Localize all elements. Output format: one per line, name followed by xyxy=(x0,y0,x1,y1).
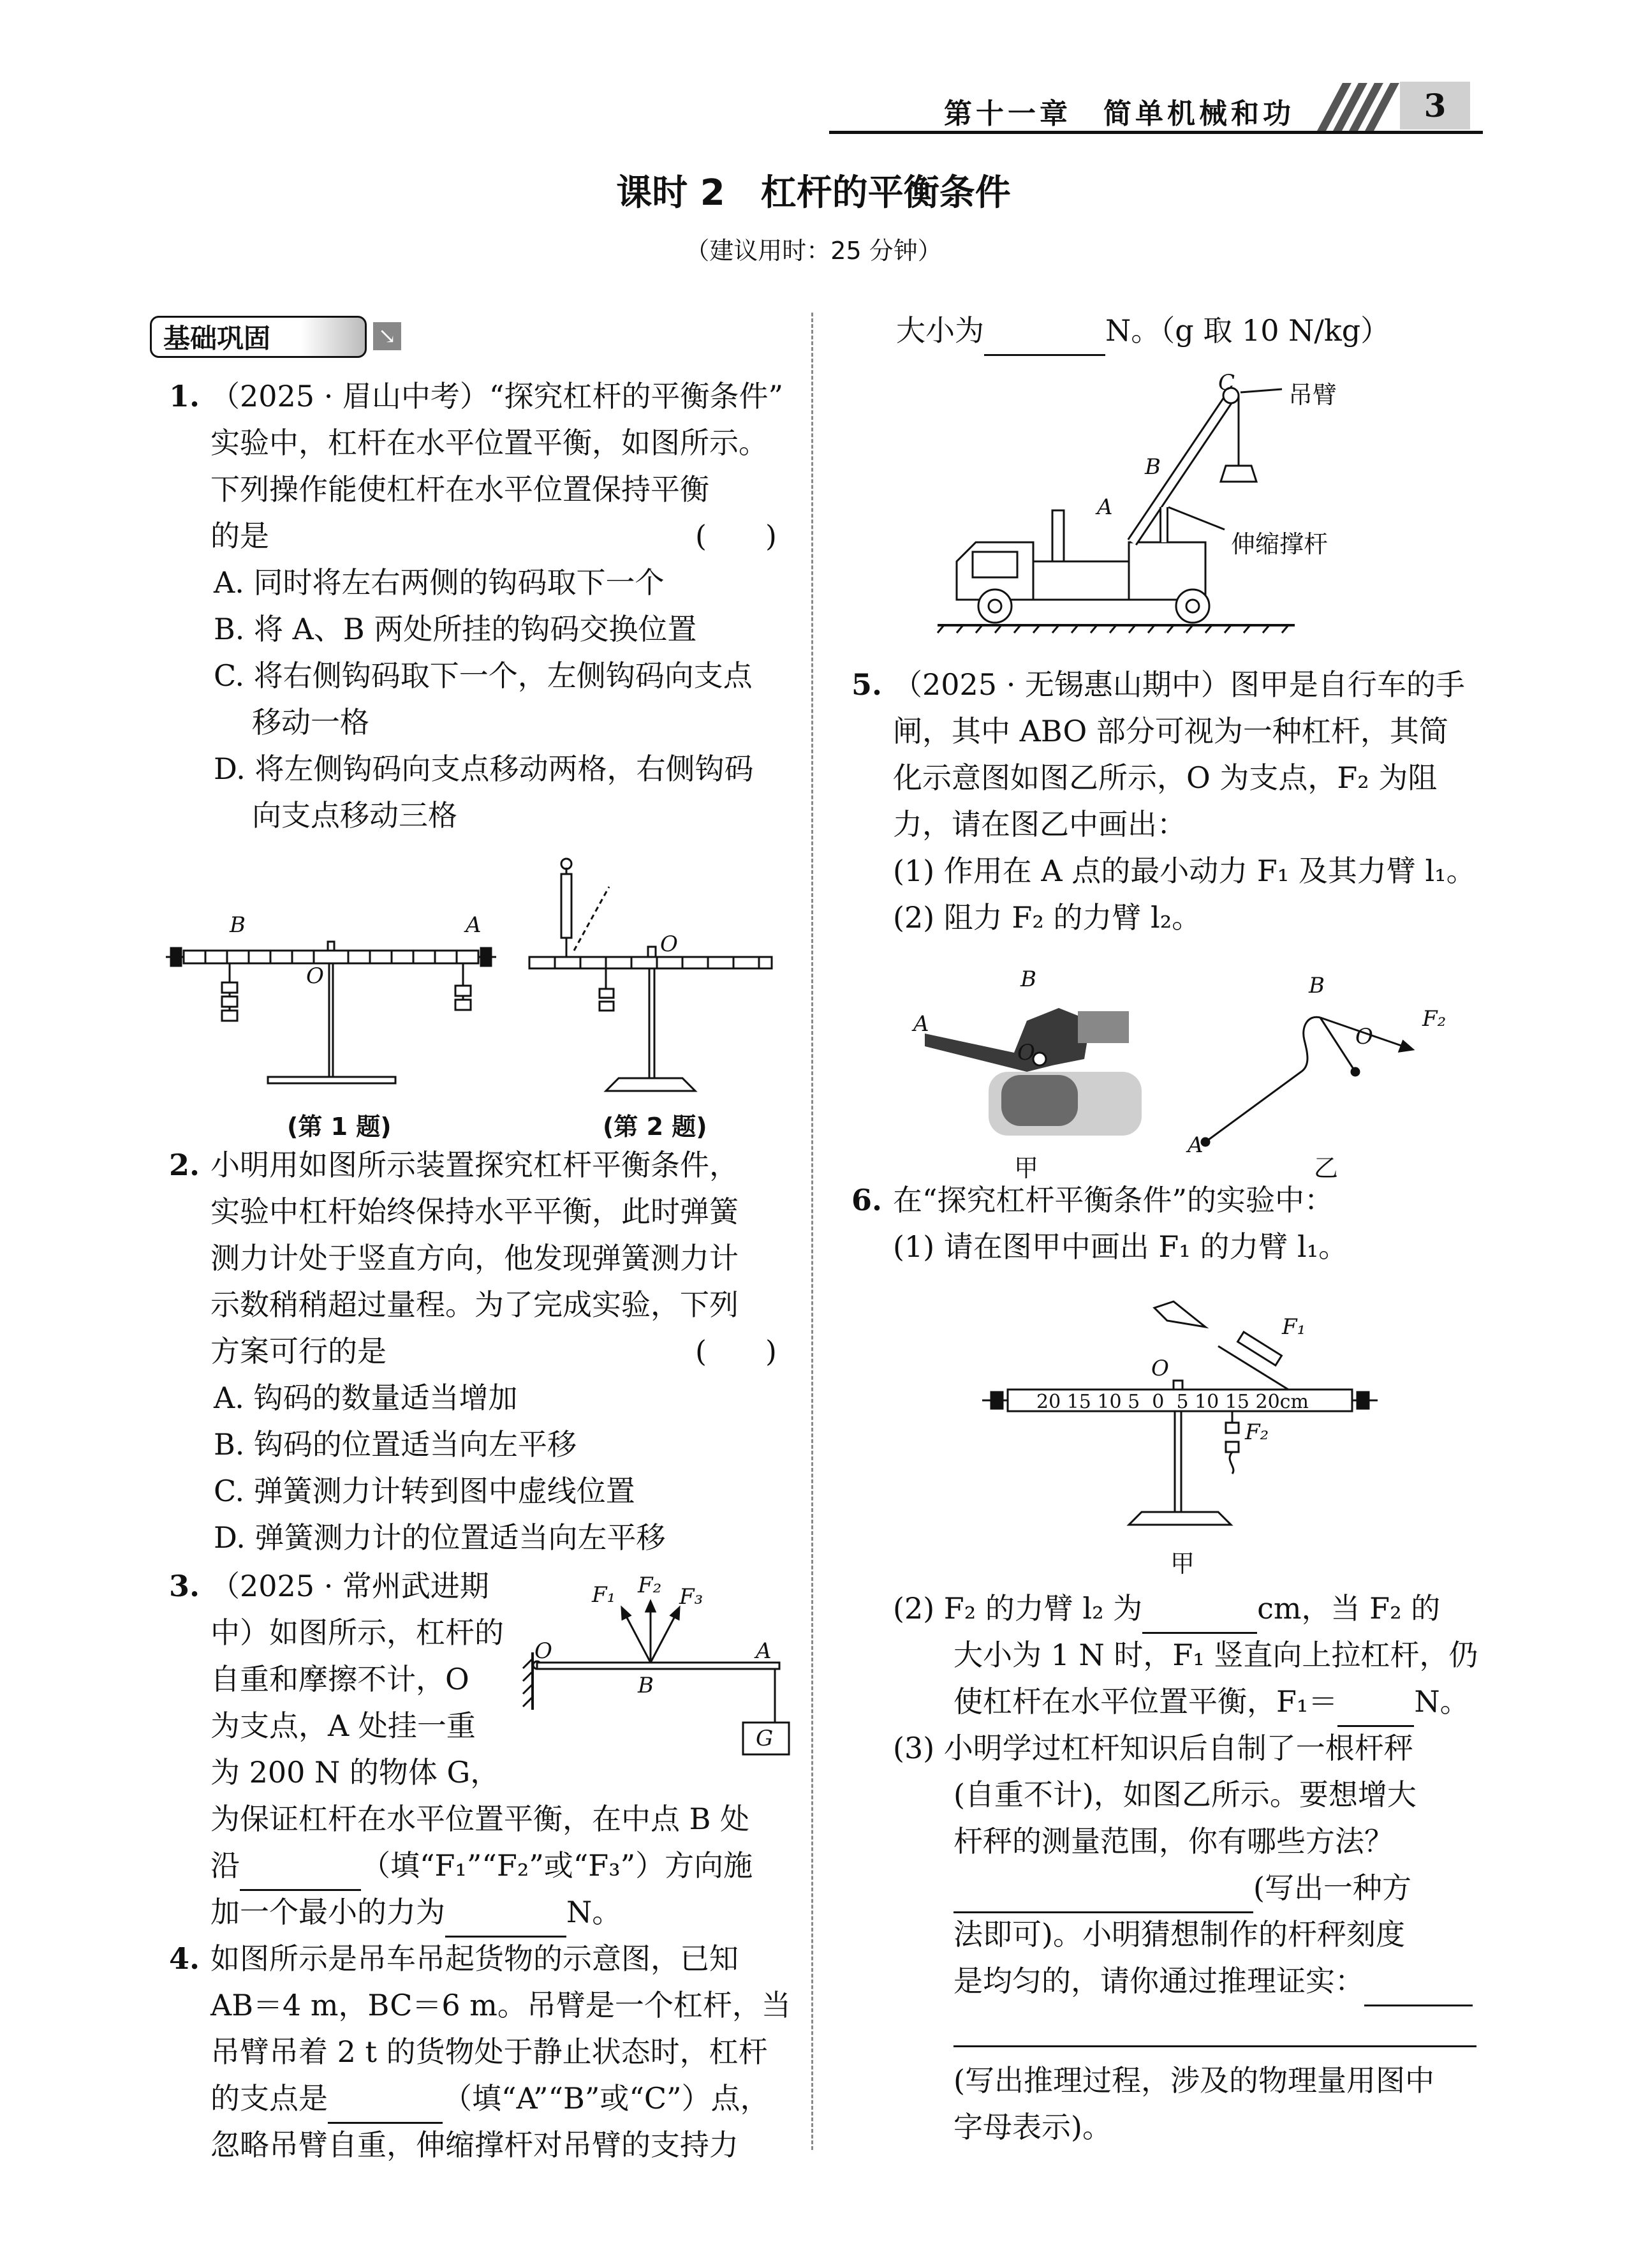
q3-stem-line: 为保证杠杆在水平位置平衡，在中点 B 处 xyxy=(210,1802,750,1836)
figure-caption: 乙 xyxy=(1314,1154,1339,1182)
section-badge: 基础巩固 xyxy=(150,316,367,358)
text: （填“A”“B”或“C”）点， xyxy=(443,2081,770,2116)
suggested-time: （建议用时：25 分钟） xyxy=(685,237,942,265)
q4-stem-line: 吊臂吊着 2 t 的货物处于静止状态时，杠杆 xyxy=(210,2035,768,2069)
q1-option-b: B. 将 A、B 两处所挂的钩码交换位置 xyxy=(214,612,697,646)
label-f2: F₂ xyxy=(1245,1419,1269,1445)
figure-crane xyxy=(938,370,1371,638)
text: cm，当 F₂ 的 xyxy=(1257,1591,1441,1626)
label-o: O xyxy=(1151,1356,1169,1381)
q6-sub-3-cont: 杆秤的测量范围，你有哪些方法？ xyxy=(953,1824,1394,1858)
answer-line[interactable] xyxy=(953,2045,1476,2047)
text: （填“F₁”“F₂”或“F₃”）方向施 xyxy=(361,1848,753,1883)
q5-stem-line: 力，请在图乙中画出： xyxy=(893,807,1186,841)
label-a: A xyxy=(466,912,482,938)
q4-stem-line xyxy=(210,2075,770,2124)
text: N。（g 取 10 N/kg） xyxy=(1105,313,1390,348)
lesson-title: 课时 2 杠杆的平衡条件 xyxy=(616,172,1011,214)
q6-sub-2 xyxy=(893,1585,1440,1634)
q5-stem-line: （2025 · 无锡惠山期中）图甲是自行车的手 xyxy=(893,667,1465,702)
q6-sub-3-cont: (写出推理过程，涉及的物理量用图中 xyxy=(953,2063,1434,2098)
label-f3: F₃ xyxy=(679,1584,703,1610)
q3-stem-line: 为支点，A 处挂一重 xyxy=(210,1708,476,1743)
label-a: A xyxy=(913,1011,929,1037)
q1-stem-line: （2025 · 眉山中考）“探究杠杆的平衡条件” xyxy=(210,379,783,413)
question-6 xyxy=(851,1177,882,1224)
q2-option-c: C. 弹簧测力计转到图中虚线位置 xyxy=(214,1474,635,1508)
q3-stem-line: 中）如图所示，杠杆的 xyxy=(210,1615,504,1650)
text: 加一个最小的力为 xyxy=(210,1895,445,1929)
q1-option-d-cont: 向支点移动三格 xyxy=(252,798,457,833)
question-3 xyxy=(169,1563,200,1610)
text: N。 xyxy=(1414,1684,1469,1719)
q4-stem-line: 如图所示是吊车吊起货物的示意图，已知 xyxy=(210,1941,739,1976)
q5-sub-2: (2) 阻力 F₂ 的力臂 l₂。 xyxy=(893,900,1202,935)
answer-blank[interactable] xyxy=(984,308,1105,356)
q2-stem-line: 小明用如图所示装置探究杠杆平衡条件， xyxy=(210,1148,739,1182)
header-rule xyxy=(829,131,1483,134)
figure-caption: (第 1 题) xyxy=(287,1113,392,1141)
figure-lever-2 xyxy=(523,855,778,1097)
label-f2: F₂ xyxy=(638,1573,662,1598)
q4-stem-line xyxy=(896,308,1390,356)
answer-paren: ( ) xyxy=(695,519,777,553)
label-strut: 伸缩撑杆 xyxy=(1231,530,1329,558)
q1-option-c-cont: 移动一格 xyxy=(252,705,369,739)
answer-blank[interactable] xyxy=(953,1865,1253,1913)
question-number: 2. xyxy=(169,1148,200,1182)
label-b: B xyxy=(1145,454,1161,480)
column-divider xyxy=(811,313,813,2150)
q6-sub-3-cont xyxy=(953,1865,1411,1913)
answer-blank[interactable] xyxy=(1337,1679,1414,1727)
text: (写出一种方 xyxy=(1253,1871,1411,1905)
q2-option-d: D. 弹簧测力计的位置适当向左平移 xyxy=(214,1520,666,1555)
label-c: C xyxy=(1218,370,1235,396)
label-o: O xyxy=(660,931,678,957)
q6-sub-1: (1) 请在图甲中画出 F₁ 的力臂 l₁。 xyxy=(893,1229,1348,1264)
q1-option-a: A. 同时将左右两侧的钩码取下一个 xyxy=(214,565,665,600)
label-a: A xyxy=(1188,1132,1204,1158)
question-5 xyxy=(851,662,882,708)
question-1 xyxy=(169,373,200,420)
label-b: B xyxy=(1020,967,1036,992)
answer-blank[interactable] xyxy=(1142,1585,1257,1634)
q1-stem-line: 实验中，杠杆在水平位置平衡，如图所示。 xyxy=(210,426,768,460)
label-a: A xyxy=(1097,494,1113,520)
label-o: O xyxy=(534,1638,552,1664)
answer-paren: ( ) xyxy=(695,1334,777,1368)
question-number: 4. xyxy=(169,1941,200,1976)
figure-caption: 甲 xyxy=(1170,1550,1195,1578)
chapter-header: 第十一章 简单机械和功 xyxy=(944,98,1295,130)
text: 的支点是 xyxy=(210,2081,328,2116)
question-2 xyxy=(169,1142,200,1189)
q3-stem-line: （2025 · 常州武进期 xyxy=(210,1569,489,1603)
q6-stem-line: 在“探究杠杆平衡条件”的实验中： xyxy=(893,1183,1334,1217)
label-o: O xyxy=(1017,1040,1035,1065)
arrow-icon: ↘ xyxy=(373,322,401,350)
figure-brake-photo xyxy=(912,982,1154,1148)
q6-sub-3-cont: 字母表示)。 xyxy=(953,2110,1112,2144)
q2-option-b: B. 钩码的位置适当向左平移 xyxy=(214,1427,577,1462)
label-b: B xyxy=(1309,973,1325,998)
question-number: 3. xyxy=(169,1569,200,1603)
q1-stem-line: 下列操作能使杠杆在水平位置保持平衡 xyxy=(210,472,709,507)
q2-stem-line: 测力计处于竖直方向，他发现弹簧测力计 xyxy=(210,1241,739,1275)
label-b: B xyxy=(638,1673,654,1698)
q1-option-c: C. 将右侧钩码取下一个，左侧钩码向支点 xyxy=(214,658,753,693)
figure-lever-3 xyxy=(523,1576,791,1767)
label-o: O xyxy=(1355,1024,1373,1049)
question-4 xyxy=(169,1936,200,1982)
q6-sub-3: (3) 小明学过杠杆知识后自制了一根杆秤 xyxy=(893,1731,1413,1765)
question-number: 1. xyxy=(169,379,200,413)
ruler-scale: 20 15 10 5 0 5 10 15 20cm xyxy=(1036,1391,1309,1413)
q2-stem-line: 方案可行的是 xyxy=(210,1334,387,1368)
q5-sub-1: (1) 作用在 A 点的最小动力 F₁ 及其力臂 l₁。 xyxy=(893,854,1476,888)
label-f2: F₂ xyxy=(1422,1006,1447,1032)
label-f1: F₁ xyxy=(1282,1314,1306,1340)
question-number: 5. xyxy=(851,667,883,702)
q3-stem-line xyxy=(210,1842,753,1891)
label-o: O xyxy=(306,963,324,989)
label-a: A xyxy=(756,1638,772,1664)
q2-stem-line: 示数稍稍超过量程。为了完成实验，下列 xyxy=(210,1287,739,1322)
answer-blank[interactable] xyxy=(1364,1958,1473,2006)
label-boom: 吊臂 xyxy=(1288,381,1337,409)
q6-sub-3-cont: 法即可)。小明猜想制作的杆秤刻度 xyxy=(953,1917,1405,1952)
q3-stem-line: 自重和摩擦不计，O xyxy=(210,1662,469,1696)
text: 使杠杆在水平位置平衡，F₁＝ xyxy=(953,1684,1338,1719)
answer-blank[interactable] xyxy=(445,1889,566,1938)
q5-stem-line: 闸，其中 ABO 部分可视为一种杠杆，其简 xyxy=(893,714,1448,748)
question-number: 6. xyxy=(851,1183,883,1217)
label-f1: F₁ xyxy=(592,1582,616,1608)
q2-stem-line: 实验中杠杆始终保持水平平衡，此时弹簧 xyxy=(210,1194,739,1229)
q1-stem-line: 的是 xyxy=(210,519,269,553)
q6-sub-2-cont: 大小为 1 N 时，F₁ 竖直向上拉杠杆，仍 xyxy=(953,1638,1478,1672)
q2-option-a: A. 钩码的数量适当增加 xyxy=(214,1381,518,1415)
figure-brake-diagram xyxy=(1199,982,1441,1161)
q4-stem-line: AB＝4 m，BC＝6 m。吊臂是一个杠杆，当 xyxy=(210,1988,791,2022)
figure-caption: (第 2 题) xyxy=(603,1113,707,1141)
label-b: B xyxy=(230,912,246,938)
figure-caption: 甲 xyxy=(1014,1154,1039,1182)
q6-sub-3-cont xyxy=(953,1958,1473,2006)
q3-stem-line xyxy=(210,1889,621,1938)
q6-sub-2-cont xyxy=(953,1679,1469,1727)
figure-lever-1 xyxy=(166,906,497,1097)
answer-blank[interactable] xyxy=(240,1842,361,1891)
text: (2) F₂ 的力臂 l₂ 为 xyxy=(893,1591,1143,1626)
q6-sub-3-cont: (自重不计)，如图乙所示。要想增大 xyxy=(953,1777,1417,1812)
q3-stem-line: 为 200 N 的物体 G， xyxy=(210,1755,500,1790)
q5-stem-line: 化示意图如图乙所示，O 为支点，F₂ 为阻 xyxy=(893,760,1438,795)
text: 是均匀的，请你通过推理证实： xyxy=(953,1964,1364,1998)
page-number: 3 xyxy=(1400,82,1470,130)
q4-stem-line: 忽略吊臂自重，伸缩撑杆对吊臂的支持力 xyxy=(210,2128,739,2162)
text: 大小为 xyxy=(896,313,984,348)
answer-blank[interactable] xyxy=(328,2075,443,2124)
text: 沿 xyxy=(210,1848,240,1883)
label-g: G xyxy=(756,1726,774,1751)
text: N。 xyxy=(566,1895,622,1929)
q1-option-d: D. 将左侧钩码向支点移动两格，右侧钩码 xyxy=(214,752,754,786)
